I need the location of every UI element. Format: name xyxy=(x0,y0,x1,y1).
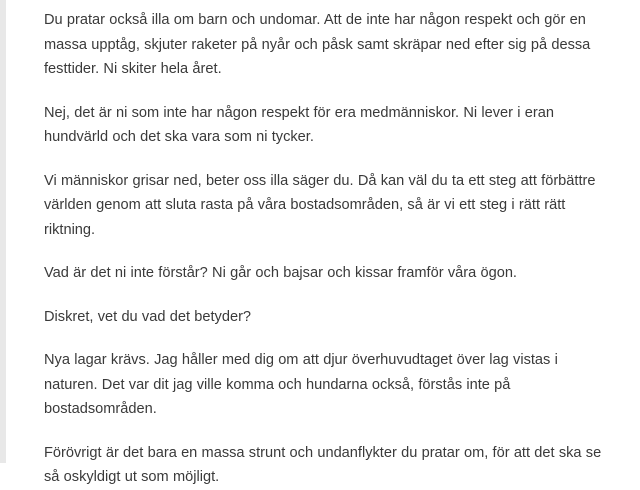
article-body xyxy=(44,0,609,490)
paragraph-6: Nya lagar krävs. Jag håller med dig om att djur överhuvudtaget över lag vistas i naturen. Det var dit jag ville komma och hundarna också, förstås inte på bostadsområden. xyxy=(44,352,558,417)
paragraph-2: Nej, det är ni som inte har någon respekt för era medmänniskor. Ni lever i eran hundvärld och det ska vara som ni tycker. xyxy=(44,104,554,145)
paragraph-3: Vi människor grisar ned, beter oss illa säger du. Då kan väl du ta ett steg att förbättre världen genom att sluta rasta på våra bostadsområden, så är vi ett steg i rätt rätt riktning. xyxy=(44,172,596,238)
paragraph-1: Du pratar också illa om barn och undomar. Att de inte har någon respekt och gör en massa upptåg, skjuter raketer på nyår och påsk samt skräpar ned efter sig på dessa festtider. Ni skiter hela året. xyxy=(44,12,591,77)
left-margin-rule xyxy=(0,0,6,463)
paragraph-7: Förövrigt är det bara en massa strunt och undanflykter du pratar om, för att det ska se så oskyldigt ut som möjligt. xyxy=(44,444,602,485)
paragraph-4: Vad är det ni inte förstår? Ni går och bajsar och kissar framför våra ögon. xyxy=(44,265,517,281)
paragraph-5: Diskret, vet du vad det betyder? xyxy=(44,308,252,325)
